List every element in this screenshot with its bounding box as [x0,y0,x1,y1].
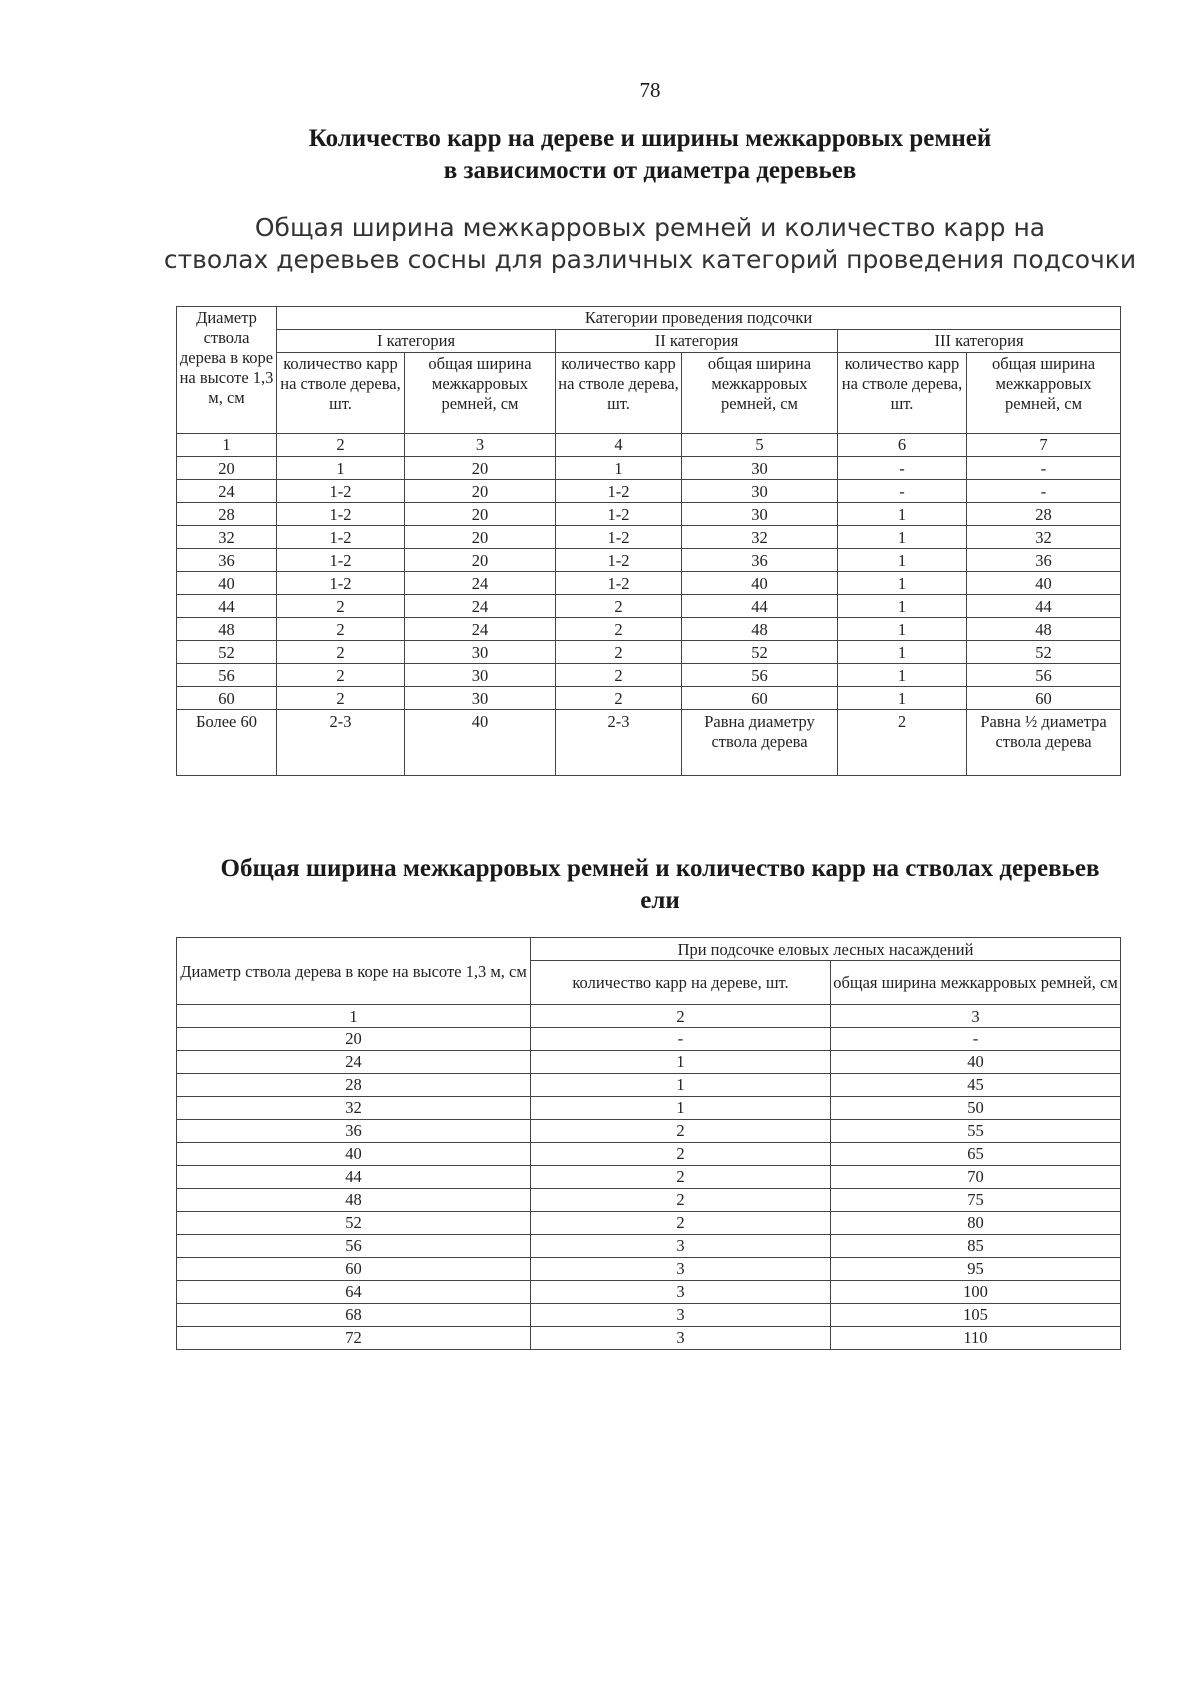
value-cell: 2 [556,618,682,641]
value-cell: 1 [531,1097,831,1120]
value-cell: 95 [831,1258,1121,1281]
value-cell: - [838,457,967,480]
value-cell: 2 [277,618,405,641]
diameter-cell: 48 [177,618,277,641]
value-cell: 110 [831,1327,1121,1350]
category-2-header: II категория [556,330,838,353]
column-number: 4 [556,434,682,457]
value-cell: 1 [838,618,967,641]
value-cell: Равна диаметру ствола дерева [682,710,838,776]
value-cell: 20 [405,549,556,572]
diameter-cell: 36 [177,1120,531,1143]
diameter-cell: 72 [177,1327,531,1350]
spruce-table-title: Общая ширина межкарровых ремней и количество карр на стволах деревьев ели [220,855,1100,914]
value-cell: 1-2 [556,572,682,595]
diameter-header: Диаметр ствола дерева в коре на высоте 1,3 м, см [177,938,531,1005]
value-cell: 1-2 [277,549,405,572]
diameter-cell: 24 [177,480,277,503]
value-cell: 30 [682,457,838,480]
value-cell: 36 [682,549,838,572]
value-cell: 1-2 [277,503,405,526]
value-cell: 20 [405,457,556,480]
spruce-table-row [177,1143,1121,1166]
diameter-cell: 44 [177,1166,531,1189]
value-cell: - [831,1028,1121,1051]
main-title-line-1: Количество карр на дереве и ширины межкарровых ремней [308,125,992,152]
pine-table-row [177,457,1121,480]
value-cell: 40 [831,1051,1121,1074]
value-cell: 2 [277,595,405,618]
value-cell: - [967,480,1121,503]
value-cell: 3 [531,1235,831,1258]
value-cell: 1 [838,664,967,687]
value-cell: 1 [838,549,967,572]
category-3-header: III категория [838,330,1121,353]
diameter-cell: 48 [177,1189,531,1212]
value-cell: 3 [531,1327,831,1350]
value-cell: 32 [967,526,1121,549]
value-cell: 24 [405,572,556,595]
value-cell: 2 [531,1189,831,1212]
spruce-width-header: общая ширина межкарровых ремней, см [831,961,1121,1005]
value-cell: 1-2 [277,526,405,549]
column-number: 1 [177,1005,531,1028]
diameter-cell: 52 [177,641,277,664]
value-cell: - [531,1028,831,1051]
spruce-tapping-table [176,937,1121,1350]
categories-header: Категории проведения подсочки [277,307,1121,330]
value-cell: 52 [682,641,838,664]
column-number: 7 [967,434,1121,457]
diameter-cell: 60 [177,687,277,710]
value-cell: 48 [967,618,1121,641]
value-cell: 56 [682,664,838,687]
value-cell: 1 [531,1074,831,1097]
main-title-line-2: в зависимости от диаметра деревьев [443,157,857,184]
value-cell: 100 [831,1281,1121,1304]
category-2-count-header: количество карр на стволе дерева, шт. [556,353,682,434]
column-number: 6 [838,434,967,457]
spruce-group-header: При подсочке еловых лесных насаждений [531,938,1121,961]
value-cell: 20 [405,503,556,526]
pine-tapping-table [176,306,1121,776]
diameter-header: Диаметр ствола дерева в коре на высоте 1,3 м, см [177,307,277,434]
column-number: 3 [405,434,556,457]
pine-table-row [177,549,1121,572]
diameter-cell: 20 [177,457,277,480]
value-cell: 1 [838,687,967,710]
value-cell: 40 [405,710,556,776]
spruce-table-row [177,1212,1121,1235]
spruce-table-row [177,1304,1121,1327]
diameter-cell: 36 [177,549,277,572]
category-1-count-header: количество карр на стволе дерева, шт. [277,353,405,434]
value-cell: 40 [967,572,1121,595]
value-cell: 1-2 [277,572,405,595]
value-cell: 65 [831,1143,1121,1166]
column-number: 1 [177,434,277,457]
value-cell: 2 [556,687,682,710]
spruce-table-row [177,1120,1121,1143]
pine-table-row [177,572,1121,595]
value-cell: 30 [405,687,556,710]
value-cell: 2 [531,1120,831,1143]
main-title [200,123,1100,187]
category-3-count-header: количество карр на стволе дерева, шт. [838,353,967,434]
value-cell: 24 [405,595,556,618]
value-cell: 2 [277,664,405,687]
spruce-table-row [177,1327,1121,1350]
spruce-count-header: количество карр на дереве, шт. [531,961,831,1005]
value-cell: 48 [682,618,838,641]
column-number: 2 [277,434,405,457]
value-cell: 36 [967,549,1121,572]
column-number-row [177,1005,1121,1028]
value-cell: 80 [831,1212,1121,1235]
pine-table-row [177,480,1121,503]
value-cell: 40 [682,572,838,595]
value-cell: 3 [531,1258,831,1281]
pine-table-caption [150,212,1150,276]
diameter-cell: 28 [177,503,277,526]
value-cell: 52 [967,641,1121,664]
pine-table-row [177,526,1121,549]
value-cell: 1 [838,503,967,526]
value-cell: 60 [967,687,1121,710]
diameter-cell: 28 [177,1074,531,1097]
value-cell: - [967,457,1121,480]
spruce-table-row [177,1028,1121,1051]
value-cell: 105 [831,1304,1121,1327]
pine-table-row [177,687,1121,710]
value-cell: 20 [405,526,556,549]
diameter-cell: 32 [177,526,277,549]
spruce-table-row [177,1189,1121,1212]
column-number-row [177,434,1121,457]
value-cell: 1 [838,641,967,664]
diameter-cell: 44 [177,595,277,618]
spruce-table-row [177,1074,1121,1097]
value-cell: 30 [405,641,556,664]
value-cell: 24 [405,618,556,641]
diameter-cell: 20 [177,1028,531,1051]
diameter-cell: 40 [177,572,277,595]
spruce-table-row [177,1097,1121,1120]
diameter-cell: Более 60 [177,710,277,776]
spruce-table-row [177,1051,1121,1074]
diameter-cell: 24 [177,1051,531,1074]
value-cell: 1 [838,572,967,595]
value-cell: 30 [682,480,838,503]
category-1-header: I категория [277,330,556,353]
value-cell: 70 [831,1166,1121,1189]
value-cell: 60 [682,687,838,710]
value-cell: 55 [831,1120,1121,1143]
value-cell: 1-2 [556,503,682,526]
value-cell: 2 [838,710,967,776]
value-cell: 2-3 [556,710,682,776]
value-cell: 75 [831,1189,1121,1212]
value-cell: - [838,480,967,503]
pine-table-row [177,641,1121,664]
value-cell: 20 [405,480,556,503]
page-number: 78 [639,78,661,102]
value-cell: 1-2 [556,549,682,572]
value-cell: 32 [682,526,838,549]
category-3-width-header: общая ширина межкарровых ремней, см [967,353,1121,434]
diameter-cell: 56 [177,664,277,687]
value-cell: 2 [277,687,405,710]
value-cell: 2 [556,641,682,664]
value-cell: 2-3 [277,710,405,776]
value-cell: 1-2 [556,526,682,549]
pine-table-row [177,710,1121,776]
value-cell: 2 [531,1212,831,1235]
value-cell: 56 [967,664,1121,687]
value-cell: 1 [277,457,405,480]
spruce-table-row [177,1166,1121,1189]
value-cell: 44 [682,595,838,618]
category-1-width-header: общая ширина межкарровых ремней, см [405,353,556,434]
value-cell: 2 [556,664,682,687]
value-cell: 85 [831,1235,1121,1258]
spruce-table-row [177,1281,1121,1304]
value-cell: 30 [405,664,556,687]
diameter-cell: 60 [177,1258,531,1281]
value-cell: 28 [967,503,1121,526]
diameter-cell: 32 [177,1097,531,1120]
value-cell: 2 [277,641,405,664]
diameter-cell: 68 [177,1304,531,1327]
value-cell: 50 [831,1097,1121,1120]
pine-table-caption-line-1: Общая ширина межкарровых ремней и количество карр на [254,213,1046,242]
column-number: 5 [682,434,838,457]
value-cell: 3 [531,1304,831,1327]
diameter-cell: 52 [177,1212,531,1235]
column-number: 2 [531,1005,831,1028]
value-cell: 1-2 [277,480,405,503]
spruce-table-row [177,1235,1121,1258]
pine-table-caption-line-2: стволах деревьев сосны для различных категорий проведения подсочки [163,245,1137,274]
category-2-width-header: общая ширина межкарровых ремней, см [682,353,838,434]
value-cell: Равна ½ диаметра ствола дерева [967,710,1121,776]
value-cell: 1 [838,526,967,549]
value-cell: 3 [531,1281,831,1304]
spruce-table-row [177,1258,1121,1281]
pine-table-row [177,618,1121,641]
value-cell: 2 [556,595,682,618]
value-cell: 44 [967,595,1121,618]
value-cell: 2 [531,1166,831,1189]
diameter-cell: 40 [177,1143,531,1166]
pine-table-row [177,503,1121,526]
value-cell: 1 [838,595,967,618]
value-cell: 45 [831,1074,1121,1097]
value-cell: 1 [531,1051,831,1074]
column-number: 3 [831,1005,1121,1028]
value-cell: 1-2 [556,480,682,503]
pine-table-row [177,595,1121,618]
pine-table-row [177,664,1121,687]
diameter-cell: 56 [177,1235,531,1258]
value-cell: 2 [531,1143,831,1166]
value-cell: 1 [556,457,682,480]
value-cell: 30 [682,503,838,526]
diameter-cell: 64 [177,1281,531,1304]
